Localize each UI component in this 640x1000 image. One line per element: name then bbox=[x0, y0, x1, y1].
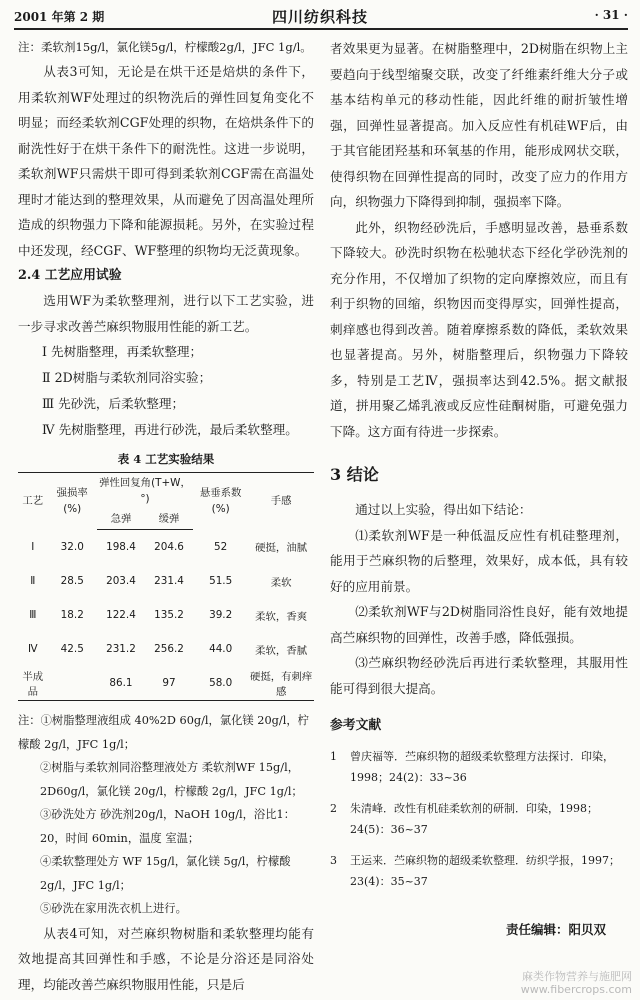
left-column bbox=[18, 36, 314, 997]
table-cell: Ⅰ bbox=[31, 540, 35, 553]
col-header-process: 工艺 bbox=[22, 495, 44, 508]
list-item: Ⅰ 先树脂整理，再柔软整理； bbox=[42, 344, 203, 359]
watermark-title: 麻类作物营养与施肥网 bbox=[522, 970, 632, 983]
table-cell: 256.2 bbox=[154, 643, 184, 655]
watermark-url: www.fibercrops.com bbox=[520, 983, 632, 996]
table-cell: 柔软 bbox=[270, 576, 292, 589]
table-notes bbox=[18, 709, 314, 921]
table3-note: 注：柔软剂15g/l，氯化镁5g/l，柠檬酸2g/l，JFC 1g/l。 bbox=[18, 40, 312, 54]
table-cell: 204.6 bbox=[154, 541, 184, 553]
paragraph: ⑶苎麻织物经砂洗后再进行柔软整理，其服用性能可得到很大提高。 bbox=[330, 655, 628, 696]
section-heading: 3 结论 bbox=[330, 465, 379, 484]
list-item: Ⅱ 2D树脂与柔软剂同浴实验； bbox=[42, 370, 212, 385]
process-list bbox=[18, 339, 314, 443]
table-note: 注：①树脂整理液组成 40%2D 60g/l，氯化镁 20g/l，柠檬酸 2g/l，JFC 1g/l； bbox=[18, 714, 309, 751]
table-cell: 135.2 bbox=[154, 609, 184, 621]
col-header-slow: 缓弹 bbox=[145, 509, 193, 530]
reference-number: 1 bbox=[330, 750, 337, 763]
table-cell: 86.1 bbox=[109, 677, 133, 689]
table-cell: 18.2 bbox=[60, 609, 84, 621]
issue-label: 2001 年第 2 期 bbox=[14, 10, 105, 24]
table-cell: 122.4 bbox=[106, 609, 136, 621]
reference-item bbox=[330, 850, 628, 892]
col-header-drape: 悬垂系数(%) bbox=[199, 487, 242, 516]
table-cell: 硬挺，有刺痒感 bbox=[249, 671, 313, 698]
page-number: · 31 · bbox=[594, 8, 628, 22]
journal-title: 四川纺织科技 bbox=[272, 8, 369, 26]
table-cell: 97 bbox=[162, 677, 176, 689]
table-row bbox=[18, 530, 314, 565]
table-cell: 42.5 bbox=[60, 643, 84, 655]
list-item: Ⅳ 先树脂整理，再进行砂洗，最后柔软整理。 bbox=[42, 422, 298, 437]
page-header bbox=[14, 6, 628, 30]
references-heading: 参考文献 bbox=[330, 718, 382, 733]
table-cell: 39.2 bbox=[209, 609, 233, 621]
paragraph: 者效果更为显著。在树脂整理中，2D树脂在织物上主要趋向于线型缩聚交联，改变了纤维素纤维大分子或基本结构单元的移动性能，因此纤维的耐折皱性增强，回弹性显著提高。加入反应性有机硅WF后，由于其官能团羟基和环氧基的作用，能形成网状交联，使得织物在回弹性提高的同时，改变了应力的作用方向，织物强力下降得到抑制，强损率下降。 bbox=[330, 41, 628, 209]
table-note: ③砂洗处方 砂洗剂20g/l，NaOH 10g/l，浴比1：20，时间 60min，温度 室温； bbox=[40, 808, 296, 845]
reference-item bbox=[330, 746, 628, 788]
col-header-quick: 急弹 bbox=[97, 509, 145, 530]
table-cell: 半成品 bbox=[22, 671, 44, 698]
reference-text: 朱清峰．改性有机硅柔软剂的研制．印染，1998；24(5)：36~37 bbox=[350, 802, 598, 836]
table-caption: 表 4 工艺实验结果 bbox=[117, 452, 215, 466]
col-header-recovery: 弹性回复角(T+W，°) bbox=[99, 477, 191, 505]
section-heading: 2.4 工艺应用试验 bbox=[18, 268, 122, 283]
table-note: ④柔软整理处方 WF 15g/l，氯化镁 5g/l，柠檬酸 2g/l，JFC 1g/l； bbox=[40, 855, 291, 892]
reference-text: 曾庆福等．苎麻织物的超级柔软整理方法探讨．印染，1998；24(2)：33~36 bbox=[350, 750, 614, 784]
table-cell: 231.2 bbox=[106, 643, 136, 655]
references-list bbox=[330, 746, 628, 892]
table-cell: 51.5 bbox=[209, 575, 233, 587]
reference-item bbox=[330, 798, 628, 840]
results-table bbox=[18, 472, 314, 701]
reference-number: 3 bbox=[330, 854, 337, 867]
table-cell bbox=[48, 666, 97, 701]
table-cell: 198.4 bbox=[106, 541, 136, 553]
table-note: ⑤砂洗在家用洗衣机上进行。 bbox=[40, 902, 187, 915]
paragraph: 从表3可知，无论是在烘干还是焙烘的条件下，用柔软剂WF处理过的织物洗后的弹性回复角变化不明显；而经柔软剂CGF处理的织物，在焙烘条件下的耐洗性好于在烘干条件下的耐洗性。这进一步说明，柔软剂WF只需烘干即可得到柔软剂CGF需在高温处理时才能达到的整理效果，从而避免了因高温处理所造成的织物强力下降和能源损耗。另外，在实验过程中还发现，经CGF、WF整理的织物均无泛黄现象。 bbox=[18, 64, 314, 258]
paragraph: 此外，织物经砂洗后，手感明显改善，悬垂系数下降较大。砂洗时织物在松驰状态下经化学砂洗剂的充分作用，不仅增加了织物的定向摩擦效应，而且有利于织物的回缩，织物因而变得厚实，回弹性提高，刺痒感也得到改善。随着摩擦系数的降低，柔软效果也显著提高。另外，树脂整理后，织物强力下降较多，特别是工艺Ⅳ，强损率达到42.5%。据文献报道，拼用聚乙烯乳液或反应性硅酮树脂，可避免强力下降。这方面有待进一步探索。 bbox=[330, 219, 628, 439]
table-cell: 203.4 bbox=[106, 575, 136, 587]
table-row bbox=[18, 564, 314, 598]
col-header-hand: 手感 bbox=[270, 495, 292, 508]
table-note: ②树脂与柔软剂同浴整理液处方 柔软剂WF 15g/l，2D60g/l，氯化镁 20g/l，柠檬酸 2g/l，JFC 1g/l； bbox=[40, 761, 303, 798]
paragraph: 选用WF为柔软整理剂，进行以下工艺实验，进一步寻求改善苎麻织物服用性能的新工艺。 bbox=[18, 293, 314, 334]
table-cell: 28.5 bbox=[60, 575, 84, 587]
reference-number: 2 bbox=[330, 802, 337, 815]
table-cell: 柔软，香爽 bbox=[255, 610, 308, 623]
watermark bbox=[521, 970, 632, 996]
table-cell: 58.0 bbox=[209, 677, 233, 689]
table-cell: 硬挺，油腻 bbox=[255, 542, 308, 555]
right-column bbox=[330, 36, 628, 938]
table-cell: 32.0 bbox=[60, 540, 84, 553]
col-header-strength: 强损率 (%) bbox=[56, 487, 88, 516]
table-cell: Ⅱ bbox=[30, 575, 36, 587]
list-item: Ⅲ 先砂洗，后柔软整理； bbox=[42, 396, 185, 411]
table-cell: Ⅳ bbox=[27, 643, 38, 655]
reference-text: 王运来．苎麻织物的超级柔软整理．纺织学报，1997；23(4)：35~37 bbox=[350, 854, 620, 888]
table-row bbox=[18, 666, 314, 701]
table-cell: 44.0 bbox=[209, 643, 233, 655]
paragraph: ⑴柔软剂WF是一种低温反应性有机硅整理剂，能用于苎麻织物的后整理，效果好，成本低，具有较好的应用前景。 bbox=[330, 527, 628, 594]
table-cell: 52 bbox=[214, 540, 228, 553]
responsible-editor: 责任编辑：阳贝双 bbox=[505, 922, 606, 937]
paragraph: ⑵柔软剂WF与2D树脂同浴性良好，能有效地提高苎麻织物的回弹性，改善手感，降低强损。 bbox=[330, 604, 628, 645]
paragraph: 从表4可知，对苎麻织物树脂和柔软整理均能有效地提高其回弹性和手感，不论是分浴还是同浴处理，均能改善苎麻织物服用性能，只是后 bbox=[18, 925, 314, 992]
table-cell: 柔软，香腻 bbox=[255, 644, 308, 657]
table-cell: 231.4 bbox=[154, 575, 184, 587]
paragraph: 通过以上实验，得出如下结论： bbox=[355, 502, 532, 517]
table-row bbox=[18, 632, 314, 666]
table-row bbox=[18, 598, 314, 632]
table-cell: Ⅲ bbox=[29, 609, 37, 621]
